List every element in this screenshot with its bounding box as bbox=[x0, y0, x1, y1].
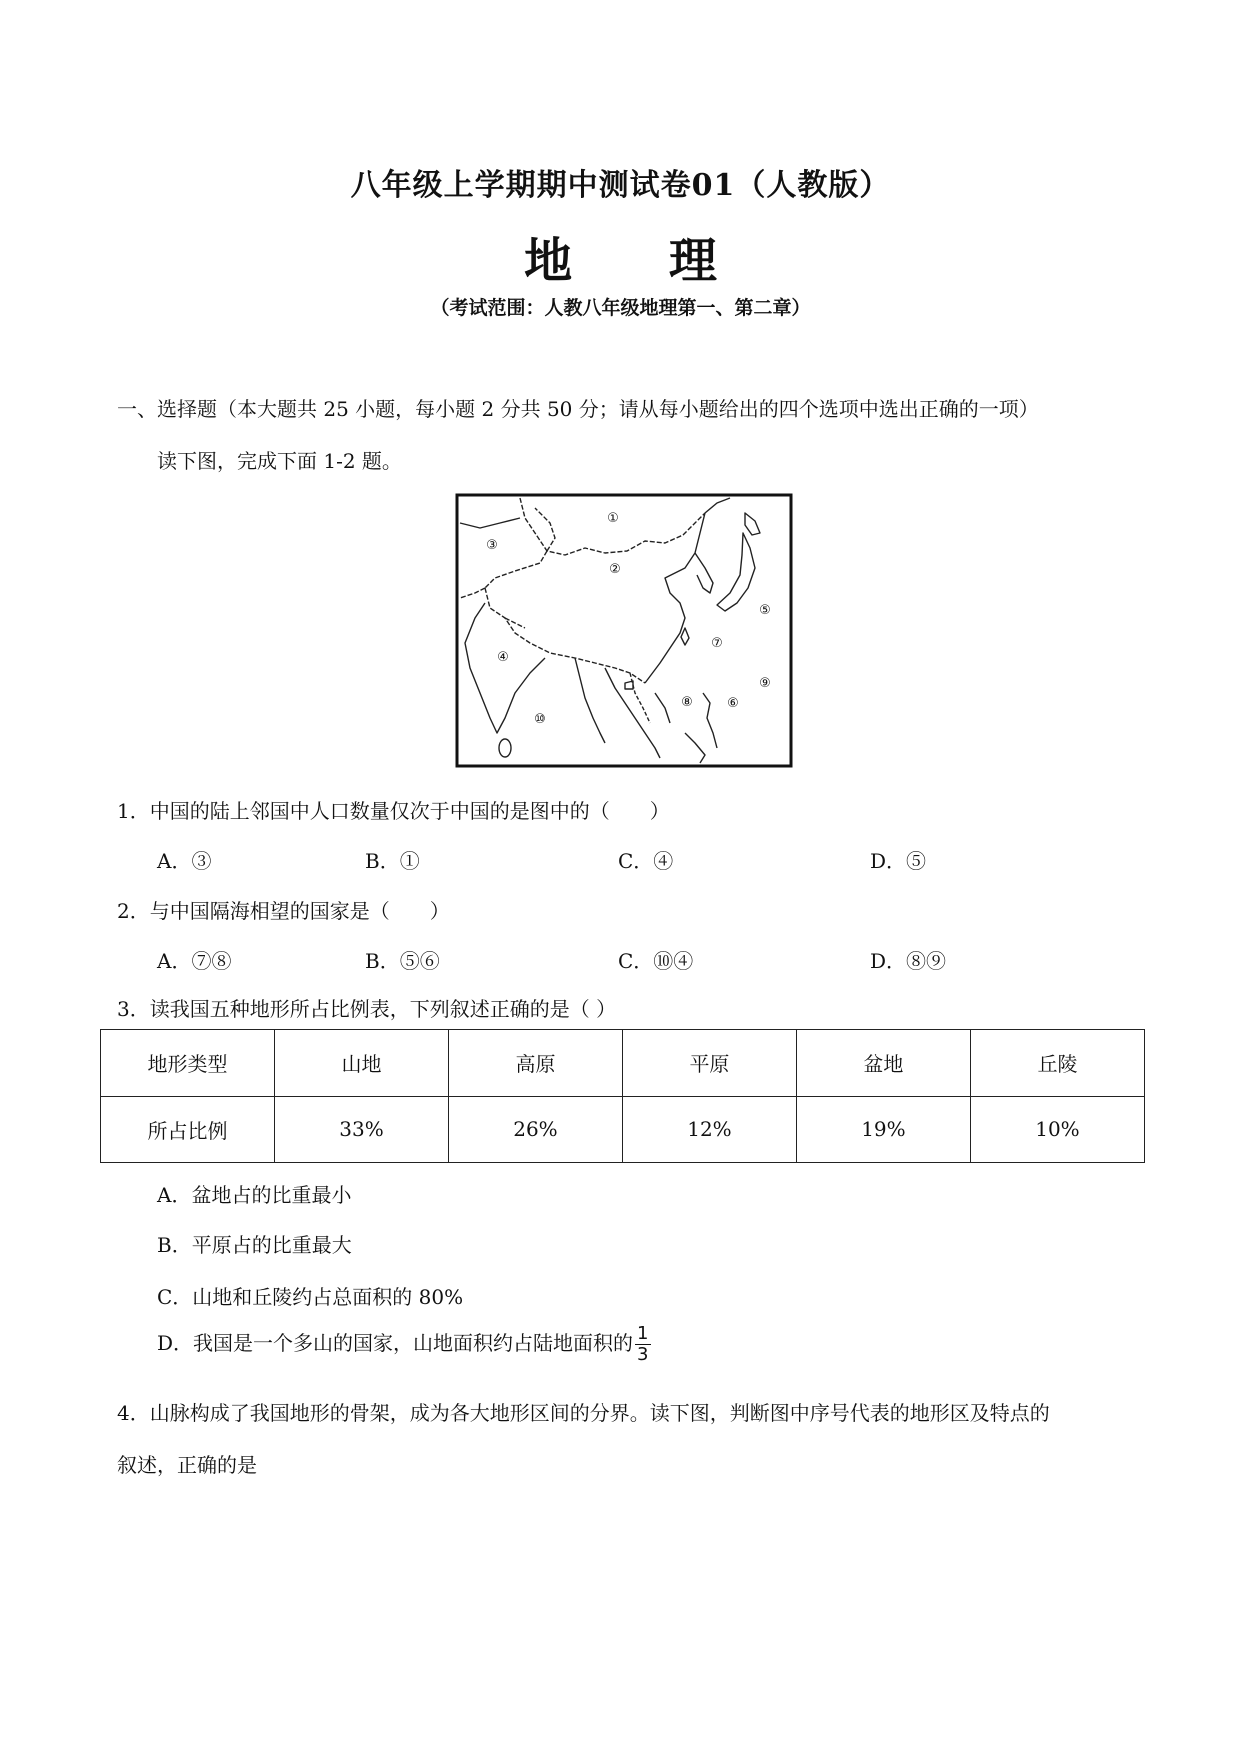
paper-title: 八年级上学期期中测试卷01（人教版） bbox=[350, 168, 891, 203]
table-header-cell: 平原 bbox=[622, 1030, 796, 1097]
map-frame bbox=[457, 495, 791, 766]
q2-option-d[interactable]: D．⑧⑨ bbox=[870, 949, 947, 973]
table-header-cell: 地形类型 bbox=[101, 1030, 275, 1097]
q1-option-c[interactable]: C．④ bbox=[618, 849, 674, 873]
fraction-numerator: 1 bbox=[637, 1323, 649, 1344]
table-header-cell: 山地 bbox=[274, 1030, 448, 1097]
fraction-denominator: 3 bbox=[637, 1344, 649, 1365]
table-header-cell: 盆地 bbox=[796, 1030, 970, 1097]
question-3-stem: 3．读我国五种地形所占比例表，下列叙述正确的是（ ） bbox=[117, 997, 617, 1021]
question-4-stem-line1: 4．山脉构成了我国地形的骨架，成为各大地形区间的分界。读下图，判断图中序号代表的地形区及特点的 bbox=[117, 1401, 1050, 1425]
table-cell: 所占比例 bbox=[101, 1096, 275, 1163]
q3-option-b[interactable]: B．平原占的比重最大 bbox=[157, 1233, 352, 1257]
table-row bbox=[101, 1030, 1145, 1097]
q3-option-a[interactable]: A．盆地占的比重最小 bbox=[157, 1183, 352, 1207]
question-1-stem: 1．中国的陆上邻国中人口数量仅次于中国的是图中的（ ） bbox=[117, 799, 670, 823]
q2-option-a[interactable]: A．⑦⑧ bbox=[157, 949, 232, 973]
q1-option-b[interactable]: B．① bbox=[365, 849, 420, 873]
q3-option-c[interactable]: C．山地和丘陵约占总面积的 80% bbox=[157, 1285, 464, 1309]
question-4-stem-line2: 叙述，正确的是 bbox=[117, 1453, 257, 1477]
q1-option-d[interactable]: D．⑤ bbox=[870, 849, 927, 873]
map-label-text-8: ⑧ bbox=[681, 695, 693, 710]
map-label-text-5: ⑤ bbox=[759, 603, 771, 618]
q3-option-d-text: D．我国是一个多山的国家，山地面积约占陆地面积的 bbox=[157, 1331, 634, 1355]
map-label-text-4: ④ bbox=[497, 650, 509, 665]
table-cell: 19% bbox=[796, 1096, 970, 1163]
q1-option-a[interactable]: A．③ bbox=[157, 849, 212, 873]
map-label-text-10: ⑩ bbox=[534, 712, 546, 727]
subject-title: 地 理 bbox=[524, 233, 757, 289]
table-cell: 12% bbox=[622, 1096, 796, 1163]
table-cell: 33% bbox=[274, 1096, 448, 1163]
table-cell: 10% bbox=[970, 1096, 1144, 1163]
map-label-text-1: ① bbox=[607, 511, 619, 526]
table-header-cell: 高原 bbox=[448, 1030, 622, 1097]
q2-option-c[interactable]: C．⑩④ bbox=[618, 949, 694, 973]
exam-scope: （考试范围：人教八年级地理第一、第二章） bbox=[430, 297, 811, 319]
map-label-text-2: ② bbox=[609, 562, 621, 577]
table-header-cell: 丘陵 bbox=[970, 1030, 1144, 1097]
section-heading: 一、选择题（本大题共 25 小题，每小题 2 分共 50 分；请从每小题给出的四个选项中选出正确的一项） bbox=[117, 397, 1039, 421]
q2-option-b[interactable]: B．⑤⑥ bbox=[365, 949, 440, 973]
map-label-text-7: ⑦ bbox=[711, 636, 723, 651]
q3-option-d[interactable] bbox=[157, 1324, 651, 1365]
map-label-text-3: ③ bbox=[486, 538, 498, 553]
map-label-text-6: ⑥ bbox=[727, 696, 739, 711]
asia-map-figure bbox=[455, 493, 793, 768]
map-label-text-9: ⑨ bbox=[759, 676, 771, 691]
section-intro: 读下图，完成下面 1-2 题。 bbox=[157, 449, 402, 473]
terrain-ratio-table bbox=[100, 1029, 1145, 1163]
fraction-one-third bbox=[635, 1324, 650, 1365]
table-row bbox=[101, 1096, 1145, 1163]
question-2-stem: 2．与中国隔海相望的国家是（ ） bbox=[117, 899, 450, 923]
table-cell: 26% bbox=[448, 1096, 622, 1163]
